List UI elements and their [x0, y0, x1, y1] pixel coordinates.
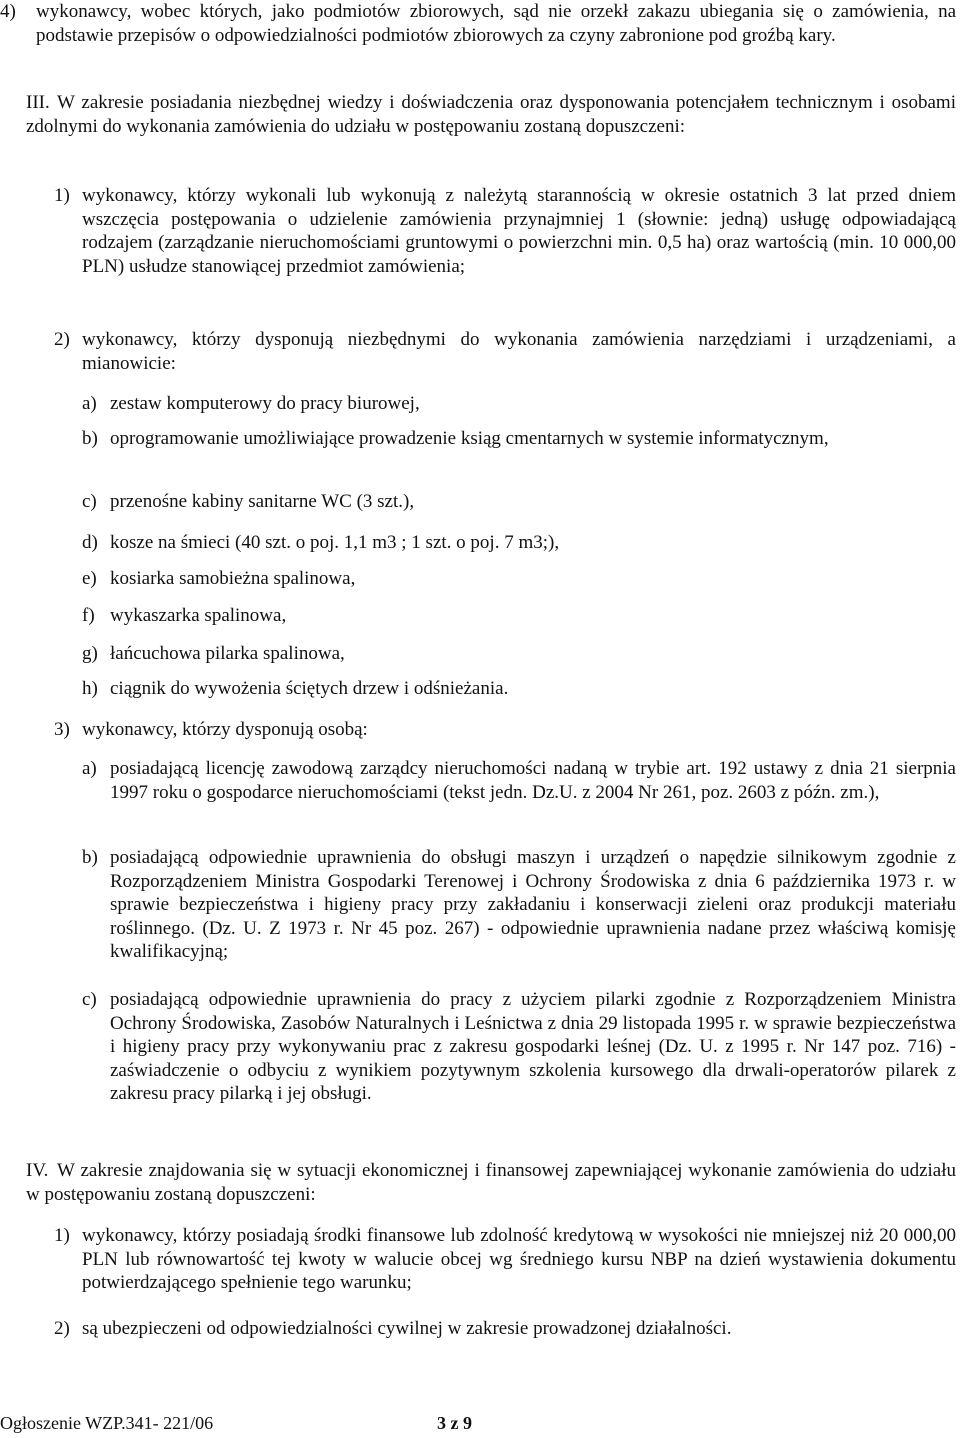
- sub-item-text: posiadającą odpowiednie uprawnienia do obsługi maszyn i urządzeń o napędzie silnikowym zgodnie z Rozporządzeniem Ministra Gospodarki Terenowej i Ochrony Środowiska z dnia 6 października 1973 r. w sprawie bezpieczeństwa i higieny pracy przy zakładaniu i konserwacji zieleni oraz produkcji materiału roślinnego. (Dz. U. Z 1973 r. Nr 45 poz. 267) - odpowiednie uprawnienia nadane przez właściwą komisję kwalifikacyjną;: [110, 847, 956, 962]
- list-item-text: wykonawcy, którzy dysponują osobą:: [82, 719, 368, 740]
- section-intro-text: W zakresie znajdowania się w sytuacji ekonomicznej i finansowej zapewniającej wykonanie zamówienia do udziału w postępowaniu zostaną dopuszczeni:: [26, 1160, 956, 1205]
- sub-item-letter: g): [82, 643, 98, 664]
- sub-item-text: zestaw komputerowy do pracy biurowej,: [110, 393, 420, 414]
- section-IV-item-1: [0, 1224, 960, 1296]
- list-item-number: 1): [54, 1225, 70, 1246]
- list-item-text: są ubezpieczeni od odpowiedzialności cywilnej w zakresie prowadzonej działalności.: [82, 1318, 732, 1339]
- footer-page-number: 3 z 9: [437, 1413, 472, 1433]
- section-intro-text: W zakresie posiadania niezbędnej wiedzy i doświadczenia oraz dysponowania potencjałem technicznym i osobami zdolnymi do wykonania zamówienia do udziału w postępowaniu zostaną dopuszczeni:: [26, 92, 956, 137]
- section-III-item-1: [0, 184, 960, 304]
- list-item-number: 2): [54, 329, 70, 350]
- list-item-number: 3): [54, 719, 70, 740]
- personnel-item-b: [0, 846, 960, 966]
- sub-item-letter: d): [82, 532, 98, 553]
- equipment-item-b: [0, 427, 960, 475]
- sub-item-letter: a): [82, 393, 97, 414]
- sub-item-text: łańcuchowa pilarka spalinowa,: [110, 643, 345, 664]
- sub-item-letter: b): [82, 847, 98, 868]
- sub-item-letter: c): [82, 989, 97, 1010]
- sub-item-text: wykaszarka spalinowa,: [110, 605, 287, 626]
- sub-item-letter: h): [82, 678, 98, 699]
- sub-item-text: posiadającą odpowiednie uprawnienia do pracy z użyciem pilarki zgodnie z Rozporządzeniem Ministra Ochrony Środowiska, Zasobów Naturalnych i Leśnictwa z dnia 29 listopada 1995 r. w sprawie bezpieczeństwa i higieny pracy przy wykonywaniu prac z zakresu gospodarki leśnej (Dz. U. z 1995 r. Nr 147 poz. 716) - zaświadczenie o odbyciu z wynikiem pozytywnym szkolenia kursowego dla drwali-operatorów pilarek z zakresu pracy pilarką i jej obsługi.: [110, 989, 956, 1104]
- sub-item-letter: f): [82, 605, 95, 626]
- footer-document-id: Ogłoszenie WZP.341- 221/06: [0, 1413, 214, 1433]
- list-item-text: wykonawcy, wobec których, jako podmiotów zbiorowych, sąd nie orzekł zakazu ubiegania się o zamówienia, na podstawie przepisów o odpowiedzialności podmiotów zbiorowych za czyny zabronione pod groźbą kary.: [36, 1, 956, 46]
- equipment-item-f: [0, 604, 960, 628]
- section-III-item-3: [0, 718, 960, 742]
- equipment-item-e: [0, 567, 960, 591]
- list-item-4: [0, 0, 960, 70]
- list-item-number: 4): [0, 1, 16, 22]
- personnel-item-a: [0, 757, 960, 829]
- section-IV: [0, 1159, 960, 1207]
- sub-item-text: kosiarka samobieżna spalinowa,: [110, 568, 356, 589]
- list-item-text: wykonawcy, którzy wykonali lub wykonują z należytą starannością w okresie ostatnich 3 lat przed dniem wszczęcia postępowania o udzielenie zamówienia przynajmniej 1 (słownie: jedną) usługę odpowiadającą rodzajem (zarządzanie nieruchomościami gruntowymi o powierzchni min. 0,5 ha) oraz wartością (min. 10 000,00 PLN) usłudze stanowiącej przedmiot zamówienia;: [82, 185, 956, 277]
- sub-item-letter: c): [82, 491, 97, 512]
- equipment-item-g: [0, 642, 960, 666]
- equipment-item-c: [0, 490, 960, 514]
- section-number: IV.: [26, 1160, 49, 1181]
- sub-item-letter: e): [82, 568, 97, 589]
- section-IV-item-2: [0, 1317, 960, 1341]
- section-number: III.: [26, 92, 50, 113]
- sub-item-letter: b): [82, 428, 98, 449]
- equipment-item-a: [0, 392, 960, 416]
- sub-item-text: przenośne kabiny sanitarne WC (3 szt.),: [110, 491, 415, 512]
- sub-item-text: oprogramowanie umożliwiające prowadzenie ksiąg cmentarnych w systemie informatycznym,: [110, 428, 829, 449]
- list-item-number: 1): [54, 185, 70, 206]
- section-III: [0, 91, 960, 163]
- section-III-item-2: [0, 328, 960, 376]
- sub-item-text: posiadającą licencję zawodową zarządcy nieruchomości nadaną w trybie art. 192 ustawy z dnia 21 sierpnia 1997 roku o gospodarce nieruchomościami (tekst jedn. Dz.U. z 2004 Nr 261, poz. 2603 z późn. zm.),: [110, 758, 956, 803]
- sub-item-text: kosze na śmieci (40 szt. o poj. 1,1 m3 ; 1 szt. o poj. 7 m3;),: [110, 532, 560, 553]
- list-item-text: wykonawcy, którzy posiadają środki finansowe lub zdolność kredytową w wysokości nie mniejszej niż 20 000,00 PLN lub równowartość tej kwoty w walucie obcej wg średniego kursu NBP na dzień wystawienia dokumentu potwierdzającego spełnienie tego warunku;: [82, 1225, 956, 1293]
- list-item-number: 2): [54, 1318, 70, 1339]
- list-item-text: wykonawcy, którzy dysponują niezbędnymi do wykonania zamówienia narzędziami i urządzeniami, a mianowicie:: [82, 329, 956, 374]
- equipment-item-d: [0, 531, 960, 555]
- sub-item-text: ciągnik do wywożenia ściętych drzew i odśnieżania.: [110, 678, 509, 699]
- equipment-item-h: [0, 677, 960, 701]
- personnel-item-c: [0, 988, 960, 1132]
- sub-item-letter: a): [82, 758, 97, 779]
